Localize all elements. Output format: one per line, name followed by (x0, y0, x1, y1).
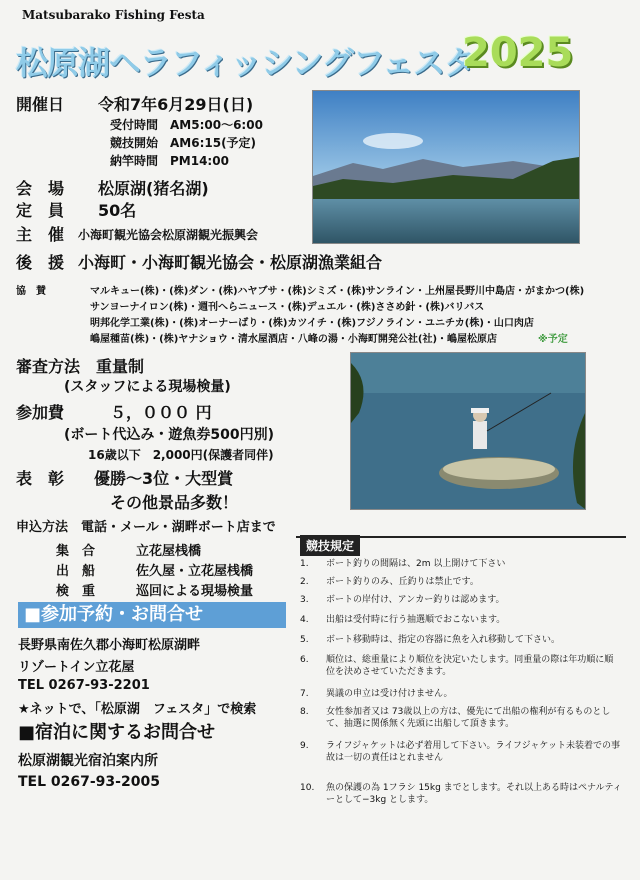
contact-tel: TEL 0267-93-2201 (18, 678, 150, 693)
lodging-heading: ■宿泊に関するお問合せ (18, 722, 216, 743)
sponsor-note: ※予定 (538, 334, 568, 345)
rule-number: 4. (300, 615, 309, 625)
rule-text: ライフジャケットは必ず着用して下さい。ライフジャケット未装着での事故は一切の責任はとれません (326, 741, 620, 763)
japanese-title: 松原湖ヘラフィッシングフェスタ (16, 44, 476, 82)
net-search: ★ネットで、「松原湖 フェスタ」で検索 (18, 702, 257, 717)
capacity-label: 定 員 (16, 201, 65, 220)
fee-label: 参加費 (16, 403, 65, 422)
app-row-value: 立花屋桟橋 (136, 544, 202, 559)
app-row-label: 出 船 (56, 564, 96, 579)
fee: ５，０００ 円 (110, 403, 212, 422)
rule-text: 異議の申立は受け付けません。 (326, 689, 453, 699)
sponsor-line: サンヨーナイロン(株)・週刊へらニュース・(株)デュエル・(株)ささめ針・(株)バリバス (90, 302, 485, 313)
rule-text: 順位は、総重量により順位を決定いたします。同重量の際は年功順に順位を決めさせていただきます。 (326, 655, 614, 677)
sponsor-label: 協 賛 (16, 286, 46, 297)
rule-number: 7. (300, 689, 309, 699)
judging-note: (スタッフによる現場検量) (64, 379, 231, 395)
fee-note: (ボート代込み・遊魚券500円別) (64, 427, 275, 443)
lake-photo (312, 90, 580, 244)
app-row-value: 佐久屋・立花屋桟橋 (136, 564, 254, 579)
lodging-office: 松原湖観光宿泊案内所 (18, 753, 158, 769)
rule-number: 8. (300, 707, 309, 717)
venue: 松原湖(猪名湖) (98, 179, 209, 198)
capacity: 50名 (98, 201, 137, 220)
start-time: 競技開始 AM6:15(予定) (110, 136, 257, 150)
app-row-value: 巡回による現場検量 (136, 584, 254, 599)
rule-number: 5. (300, 635, 309, 645)
rule-text: ボート釣りの間隔は、2m 以上開けて下さい (326, 559, 506, 569)
english-title: Matsubarako Fishing Festa (22, 8, 205, 22)
rule-text: 魚の保護の為 1フラシ 15kg までとします。それ以上ある時はペナルティーとして−3kg とします。 (326, 783, 622, 805)
app-row-label: 検 重 (56, 584, 96, 599)
contact-place: リゾートイン立花屋 (18, 660, 135, 675)
end-time: 納竿時間 PM14:00 (110, 154, 229, 168)
sponsor-line: マルキュー(株)・(株)ダン・(株)ハヤブサ・(株)シミズ・(株)サンライン・上州屋長野川中島店・がまかつ(株) (90, 286, 585, 297)
rule-text: ボートの岸付け、アンカー釣りは認めます。 (326, 595, 505, 605)
support: 小海町・小海町観光協会・松原湖漁業組合 (78, 253, 383, 272)
youth-fee: 16歳以下 2,000円(保護者同伴) (88, 448, 274, 462)
rules-title: 競技規定 (300, 535, 360, 556)
support-label: 後 援 (16, 253, 65, 272)
contact-address: 長野県南佐久郡小海町松原湖畔 (18, 638, 201, 653)
award: 優勝～3位・大型賞 (94, 469, 234, 488)
app-row-label: 集 合 (56, 544, 96, 559)
rule-number: 6. (300, 655, 309, 665)
award-extra: その他景品多数！ (110, 493, 239, 512)
reception-time: 受付時間 AM5:00～6:00 (110, 118, 263, 132)
rule-number: 9. (300, 741, 309, 751)
rule-number: 3. (300, 595, 309, 605)
award-label: 表 彰 (16, 469, 65, 488)
organizer-label: 主 催 (16, 225, 65, 244)
title-year: 2025 (462, 30, 574, 76)
rule-text: ボート釣りのみ、丘釣りは禁止です。 (326, 577, 479, 587)
event-date: 令和7年6月29日(日) (98, 95, 254, 114)
rule-number: 2. (300, 577, 309, 587)
organizer: 小海町観光協会松原湖観光振興会 (78, 228, 259, 242)
rule-number: 1. (300, 559, 309, 569)
rule-text: 出船は受付時に行う抽選順でおこないます。 (326, 615, 506, 625)
judging-method: 審査方法 重量制 (16, 357, 145, 376)
reservation-heading: ■参加予約・お問合せ (18, 602, 286, 628)
sponsor-line: 嶋屋種苗(株)・(株)ヤナショウ・清水屋酒店・八峰の湯・小海町開発公社(社)・嶋屋松原店 (90, 334, 498, 345)
rule-text: 女性参加者又は 73歳以上の方は、優先にて出船の権利が有るものとして、抽選に関係無く先頭に出船して頂きます。 (326, 707, 611, 729)
rule-text: ボート移動時は、指定の容器に魚を入れ移動して下さい。 (326, 635, 561, 645)
venue-label: 会 場 (16, 179, 65, 198)
rule-number: 10. (300, 783, 315, 793)
sponsor-line: 明邦化学工業(株)・(株)オーナーばり・(株)カツイチ・(株)フジノライン・ユニチカ(株)・山口肉店 (90, 318, 534, 329)
application-method: 申込方法 電話・メール・湖畔ボート店まで (16, 520, 276, 535)
date-label: 開催日 (16, 95, 65, 114)
boat-photo (350, 352, 586, 510)
lodging-tel: TEL 0267-93-2005 (18, 774, 160, 790)
